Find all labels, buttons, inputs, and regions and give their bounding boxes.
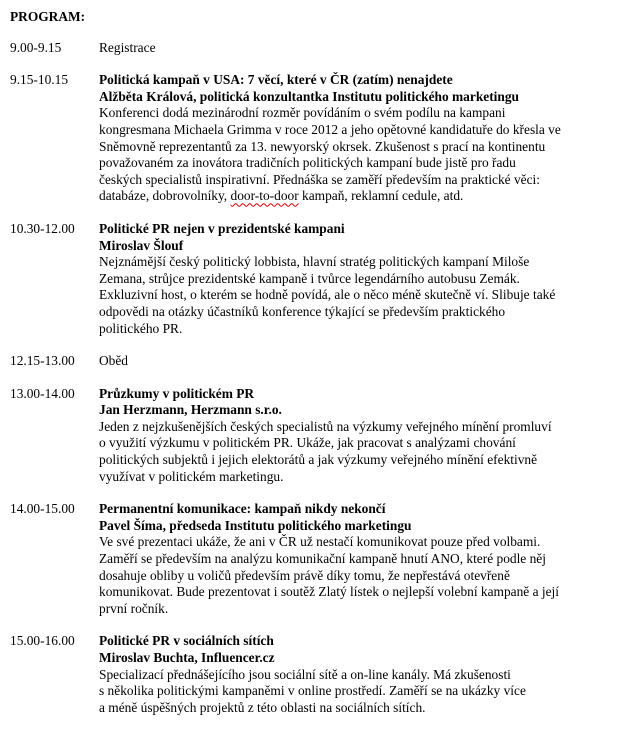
description-line: kongresmana Michaela Grimma v roce 2012 a jeho opětovné kandidatuře do křesla ve <box>99 121 561 137</box>
description-line: Nejznámější český politický lobbista, hlavní stratég politických kampaní Miloše <box>99 254 530 270</box>
session-content <box>99 353 622 370</box>
description-line: s několika politickými kampaněmi v online prostředí. Zaměří se na ukázky více <box>99 683 526 699</box>
session-time: 10.30-12.00 <box>10 220 75 236</box>
description-line: a méně úspěšných projektů z této oblasti na sociálních sítích. <box>99 699 426 715</box>
session-description <box>99 667 622 717</box>
description-line: Sněmovně reprezentantů za 13. newyorský okrsek. Zkušenost s prací na kontinentu <box>99 138 546 154</box>
description-line: Zaměří se především na analýzu komunikační kampaně hnutí ANO, které podle něj <box>99 551 546 567</box>
session-title: Registrace <box>99 39 156 55</box>
session-permanent-communication <box>10 501 622 617</box>
session-time: 15.00-16.00 <box>10 633 75 649</box>
session-description <box>99 419 622 485</box>
session-title: Politická kampaň v USA: 7 věcí, které v ČR (zatím) nenajdete <box>99 72 453 88</box>
session-speaker: Jan Herzmann, Herzmann s.r.o. <box>99 402 282 418</box>
session-time: 13.00-14.00 <box>10 385 75 401</box>
session-surveys <box>10 386 622 486</box>
description-line: komunikovat. Bude prezentovat i soutěž Zlatý lístek o nejlepší volební kampaně a její <box>99 584 559 600</box>
spellcheck-underline: door-to-door <box>230 188 299 204</box>
session-content <box>99 72 622 205</box>
session-description <box>99 254 622 337</box>
session-presidential-pr <box>10 221 622 337</box>
session-speaker: Miroslav Šlouf <box>99 237 184 253</box>
description-line: politického PR. <box>99 320 183 336</box>
session-title: Oběd <box>99 353 129 369</box>
description-line: Exkluzivní host, o kterém se hodně povídá, ale o něco méně skutečně ví. Slibuje také <box>99 287 556 303</box>
session-title: Politické PR v sociálních sítích <box>99 633 274 649</box>
session-content <box>99 40 622 57</box>
session-time: 9.00-9.15 <box>10 39 62 55</box>
session-time: 9.15-10.15 <box>10 72 69 88</box>
session-content <box>99 501 622 617</box>
session-usa-campaign <box>10 72 622 205</box>
session-description <box>99 534 622 617</box>
description-line: využívat v politickém marketingu. <box>99 468 284 484</box>
description-line: Jeden z nejzkušenějších českých specialistů na výzkumy veřejného mínění promluví <box>99 418 552 434</box>
description-line: dosahuje obliby u voličů především právě díky tomu, že nepřestává otevřeně <box>99 567 510 583</box>
session-time: 14.00-15.00 <box>10 501 75 517</box>
session-lunch <box>10 353 622 370</box>
description-line: odpovědi na otázky účastníků konference týkající se především praktického <box>99 303 506 319</box>
program-document <box>10 9 622 732</box>
session-title: Politické PR nejen v prezidentské kampani <box>99 220 345 236</box>
session-time: 12.15-13.00 <box>10 353 75 369</box>
description-line: první ročník. <box>99 600 169 616</box>
session-content <box>99 633 622 716</box>
session-description <box>99 105 622 205</box>
description-line: politických subjektů i jejich elektorátů a jak výzkumy veřejného mínění efektivně <box>99 452 538 468</box>
session-speaker: Pavel Šíma, předseda Institutu politického marketingu <box>99 517 412 533</box>
description-line: Konferenci dodá mezinárodní rozměr povídáním o svém podílu na kampani <box>99 105 506 121</box>
description-line: považovaném za inovátora tradičních politických kampaní bude jistě pro řadu <box>99 155 516 171</box>
description-line: Zemana, strůjce prezidentské kampaně i tvůrce legendárního autobusu Zemák. <box>99 270 520 286</box>
session-content <box>99 386 622 486</box>
description-line: českých specialistů inspirativní. Přednáška se zaměří především na praktické věci: <box>99 171 540 187</box>
description-line-spellcheck: databáze, dobrovolníky, door-to-door kampaň, reklamní cedule, atd. <box>99 188 464 204</box>
description-line: o využití výzkumu v politickém PR. Ukáže, jak pracovat s analýzami chování <box>99 435 516 451</box>
session-title: Permanentní komunikace: kampaň nikdy nekončí <box>99 501 386 517</box>
description-line: Specializací přednášejícího jsou sociální sítě a on-line kanály. Má zkušenosti <box>99 666 511 682</box>
program-heading: PROGRAM: <box>10 9 86 24</box>
session-registration <box>10 40 622 57</box>
session-speaker: Miroslav Buchta, Influencer.cz <box>99 650 275 665</box>
session-speaker: Alžběta Králová, politická konzultantka Institutu politického marketingu <box>99 88 519 104</box>
session-title: Průzkumy v politickém PR <box>99 385 255 401</box>
session-content <box>99 221 622 337</box>
description-line: Ve své prezentaci ukáže, že ani v ČR už nestačí komunikovat pouze před volbami. <box>99 534 541 550</box>
session-social-networks <box>10 633 622 716</box>
